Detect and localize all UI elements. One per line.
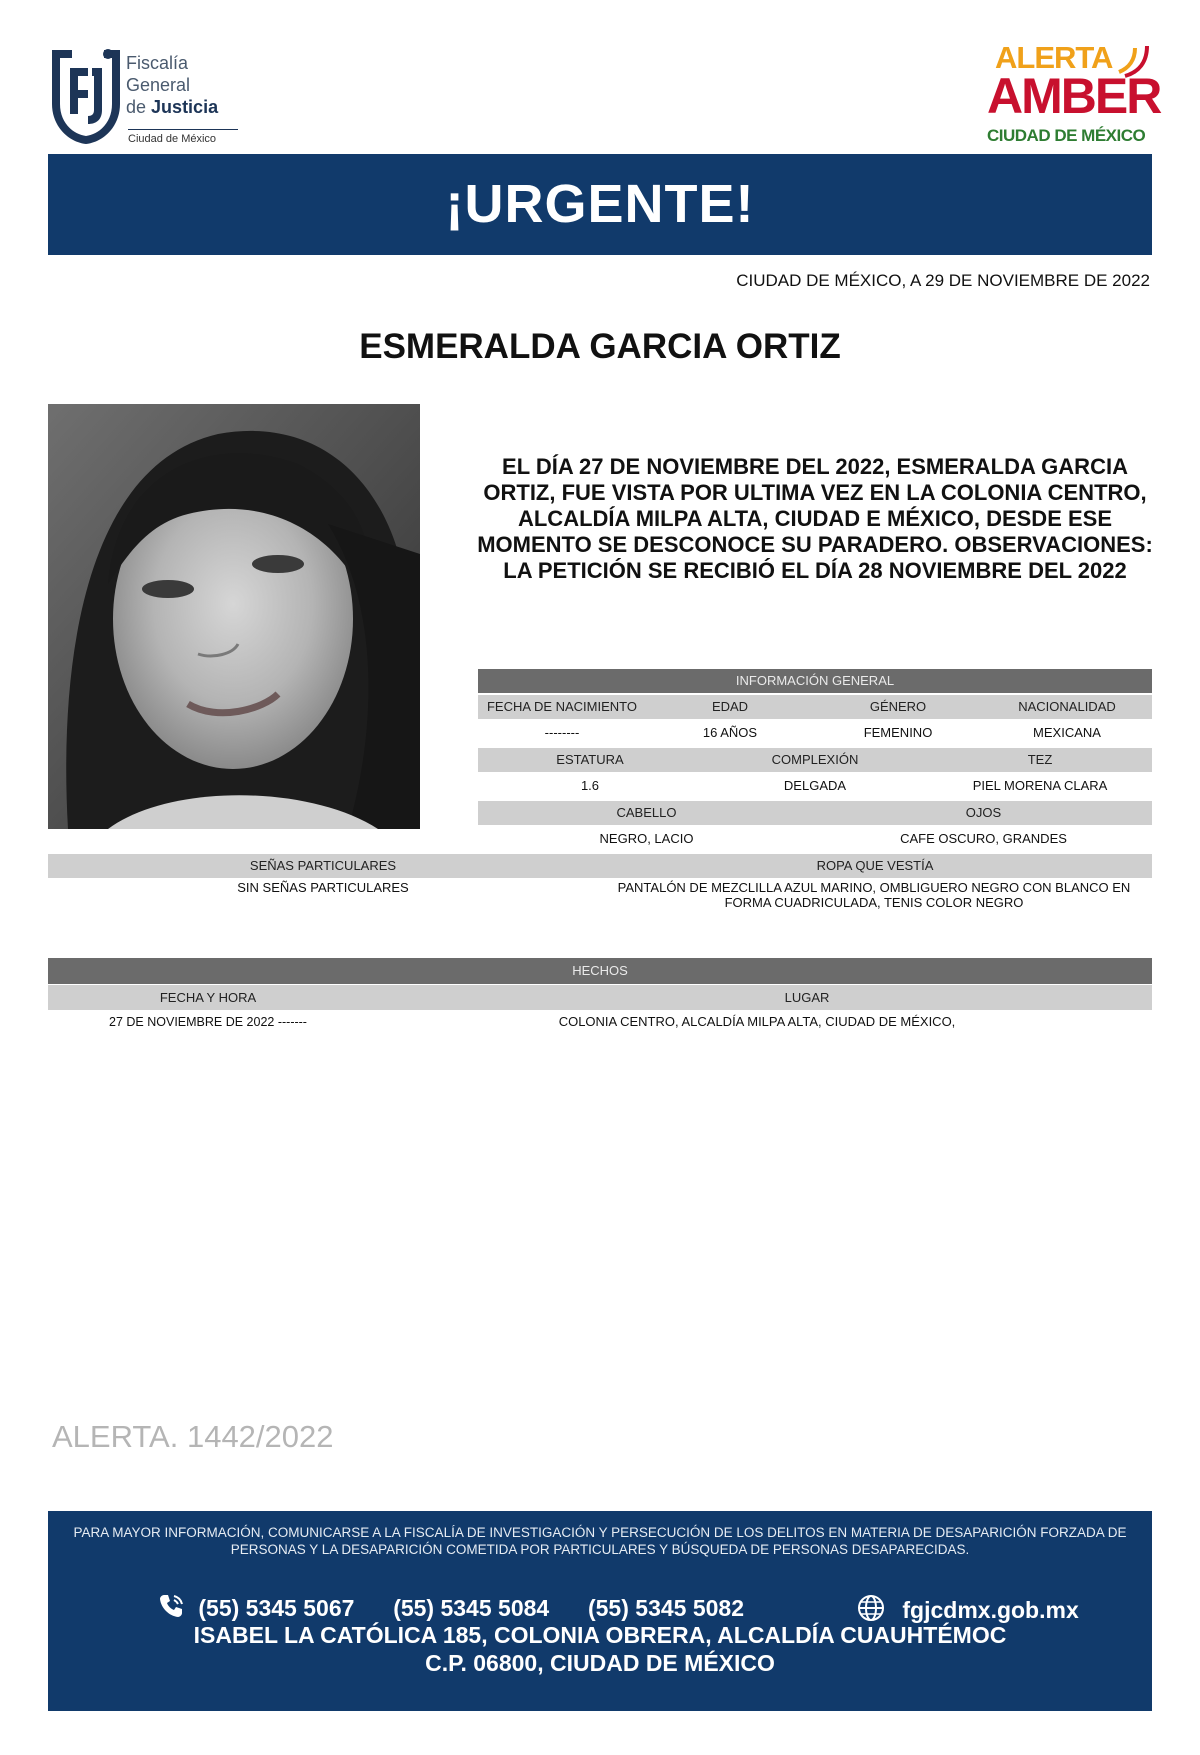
header-distinguishing-marks: SEÑAS PARTICULARES <box>249 858 397 873</box>
header-nationality: NACIONALIDAD <box>1018 699 1116 714</box>
footer-website <box>856 1593 1079 1624</box>
value-distinguishing-marks: SIN SEÑAS PARTICULARES <box>237 880 409 895</box>
info-row3-headers <box>478 801 1152 825</box>
info-general-title: INFORMACIÓN GENERAL <box>478 669 1152 693</box>
header-complexion: TEZ <box>1027 752 1053 767</box>
value-place: COLONIA CENTRO, ALCALDÍA MILPA ALTA, CIUDAD DE MÉXICO, <box>558 1014 956 1029</box>
alert-number: ALERTA. 1442/2022 <box>52 1419 334 1454</box>
info-row2-values <box>478 774 1152 798</box>
value-eyes: CAFE OSCURO, GRANDES <box>900 831 1067 846</box>
value-age: 16 AÑOS <box>702 725 758 740</box>
value-complexion: PIEL MORENA CLARA <box>972 778 1108 793</box>
phone-number-1[interactable]: (55) 5345 5067 <box>198 1595 355 1621</box>
fgj-line3-bold: Justicia <box>151 97 219 117</box>
value-nationality: MEXICANA <box>1033 725 1101 740</box>
address-line-2: C.P. 06800, CIUDAD DE MÉXICO <box>425 1650 775 1676</box>
header-eyes: OJOS <box>965 805 1002 820</box>
person-photo <box>48 404 420 829</box>
info-row1-values <box>478 721 1152 745</box>
fgj-line1: Fiscalía <box>126 53 189 73</box>
header-height: ESTATURA <box>556 752 624 767</box>
fgj-line2: General <box>126 75 191 95</box>
case-description: EL DÍA 27 DE NOVIEMBRE DEL 2022, ESMERALDA GARCIA ORTIZ, FUE VISTA POR ULTIMA VEZ EN LA COLONIA CENTRO, ALCALDÍA MILPA ALTA, CIUDAD E MÉXICO, DESDE ESE MOMENTO SE DESCONOCE SU PARADERO. OBSERVACIONES: LA PETICIÓN SE RECIBIÓ EL DÍA 28 NOVIEMBRE DEL 2022 <box>477 454 1153 583</box>
value-hair: NEGRO, LACIO <box>599 831 694 846</box>
fgj-logo-sub: Ciudad de México <box>128 129 238 145</box>
amber-logo-city: CIUDAD DE MÉXICO <box>987 126 1146 145</box>
footer-contact <box>48 1511 1152 1711</box>
hechos-title: HECHOS <box>48 958 1152 984</box>
value-clothing: PANTALÓN DE MEZCLILLA AZUL MARINO, OMBLIGUERO NEGRO CON BLANCO EN FORMA CUADRICULADA, TENIS COLOR NEGRO <box>617 880 1131 910</box>
hechos-values <box>48 1011 1152 1033</box>
header-hair: CABELLO <box>616 805 677 820</box>
amber-logo-amber: AMBER <box>987 68 1161 124</box>
hechos-headers <box>48 985 1152 1010</box>
header-gender: GÉNERO <box>869 699 927 714</box>
header-age: EDAD <box>711 699 749 714</box>
person-name: ESMERALDA GARCIA ORTIZ <box>359 327 841 366</box>
globe-icon <box>856 1593 886 1623</box>
header-date-time: FECHA Y HORA <box>159 990 257 1005</box>
features-headers <box>48 854 1152 878</box>
value-gender: FEMENINO <box>863 725 933 740</box>
phone-number-2[interactable]: (55) 5345 5084 <box>393 1595 550 1621</box>
phone-icon <box>158 1593 184 1619</box>
info-row1-headers <box>478 695 1152 719</box>
fgj-logo-text <box>126 52 246 118</box>
fgj-line3-prefix: de <box>126 97 147 117</box>
header-clothing: ROPA QUE VESTÍA <box>816 858 934 873</box>
website-link[interactable]: fgjcdmx.gob.mx <box>902 1597 1079 1623</box>
fgj-logo <box>46 44 236 148</box>
amber-alert-logo <box>985 40 1161 148</box>
header-build: COMPLEXIÓN <box>771 752 859 767</box>
value-date-time: 27 DE NOVIEMBRE DE 2022 ------- <box>109 1015 307 1029</box>
phone-number-3[interactable]: (55) 5345 5082 <box>587 1595 744 1621</box>
info-row2-headers <box>478 748 1152 772</box>
fgj-emblem-icon <box>46 44 122 144</box>
urgent-banner: ¡URGENTE! <box>48 154 1152 255</box>
footer-address <box>48 1621 1152 1677</box>
info-row3-values <box>478 827 1152 851</box>
address-line-1: ISABEL LA CATÓLICA 185, COLONIA OBRERA, ALCALDÍA CUAUHTÉMOC <box>193 1622 1007 1648</box>
value-birthdate: -------- <box>544 725 580 740</box>
footer-info-text: PARA MAYOR INFORMACIÓN, COMUNICARSE A LA FISCALÍA DE INVESTIGACIÓN Y PERSECUCIÓN DE LOS DELITOS EN MATERIA DE DESAPARICIÓN FORZADA DE PERSONAS Y LA DESAPARICIÓN COMETIDA POR PARTICULARES Y BÚSQUEDA DE PERSONAS DESAPARECIDAS. <box>73 1525 1127 1557</box>
footer-phones <box>158 1593 744 1622</box>
value-height: 1.6 <box>580 778 600 793</box>
features-values <box>48 880 1152 916</box>
header-birthdate: FECHA DE NACIMIENTO <box>486 699 637 714</box>
value-build: DELGADA <box>783 778 847 793</box>
portrait-image <box>48 404 420 829</box>
date-line: CIUDAD DE MÉXICO, A 29 DE NOVIEMBRE DE 2022 <box>736 271 1150 290</box>
amber-logo-alerta: ALERTA <box>995 40 1113 75</box>
header-place: LUGAR <box>784 990 830 1005</box>
